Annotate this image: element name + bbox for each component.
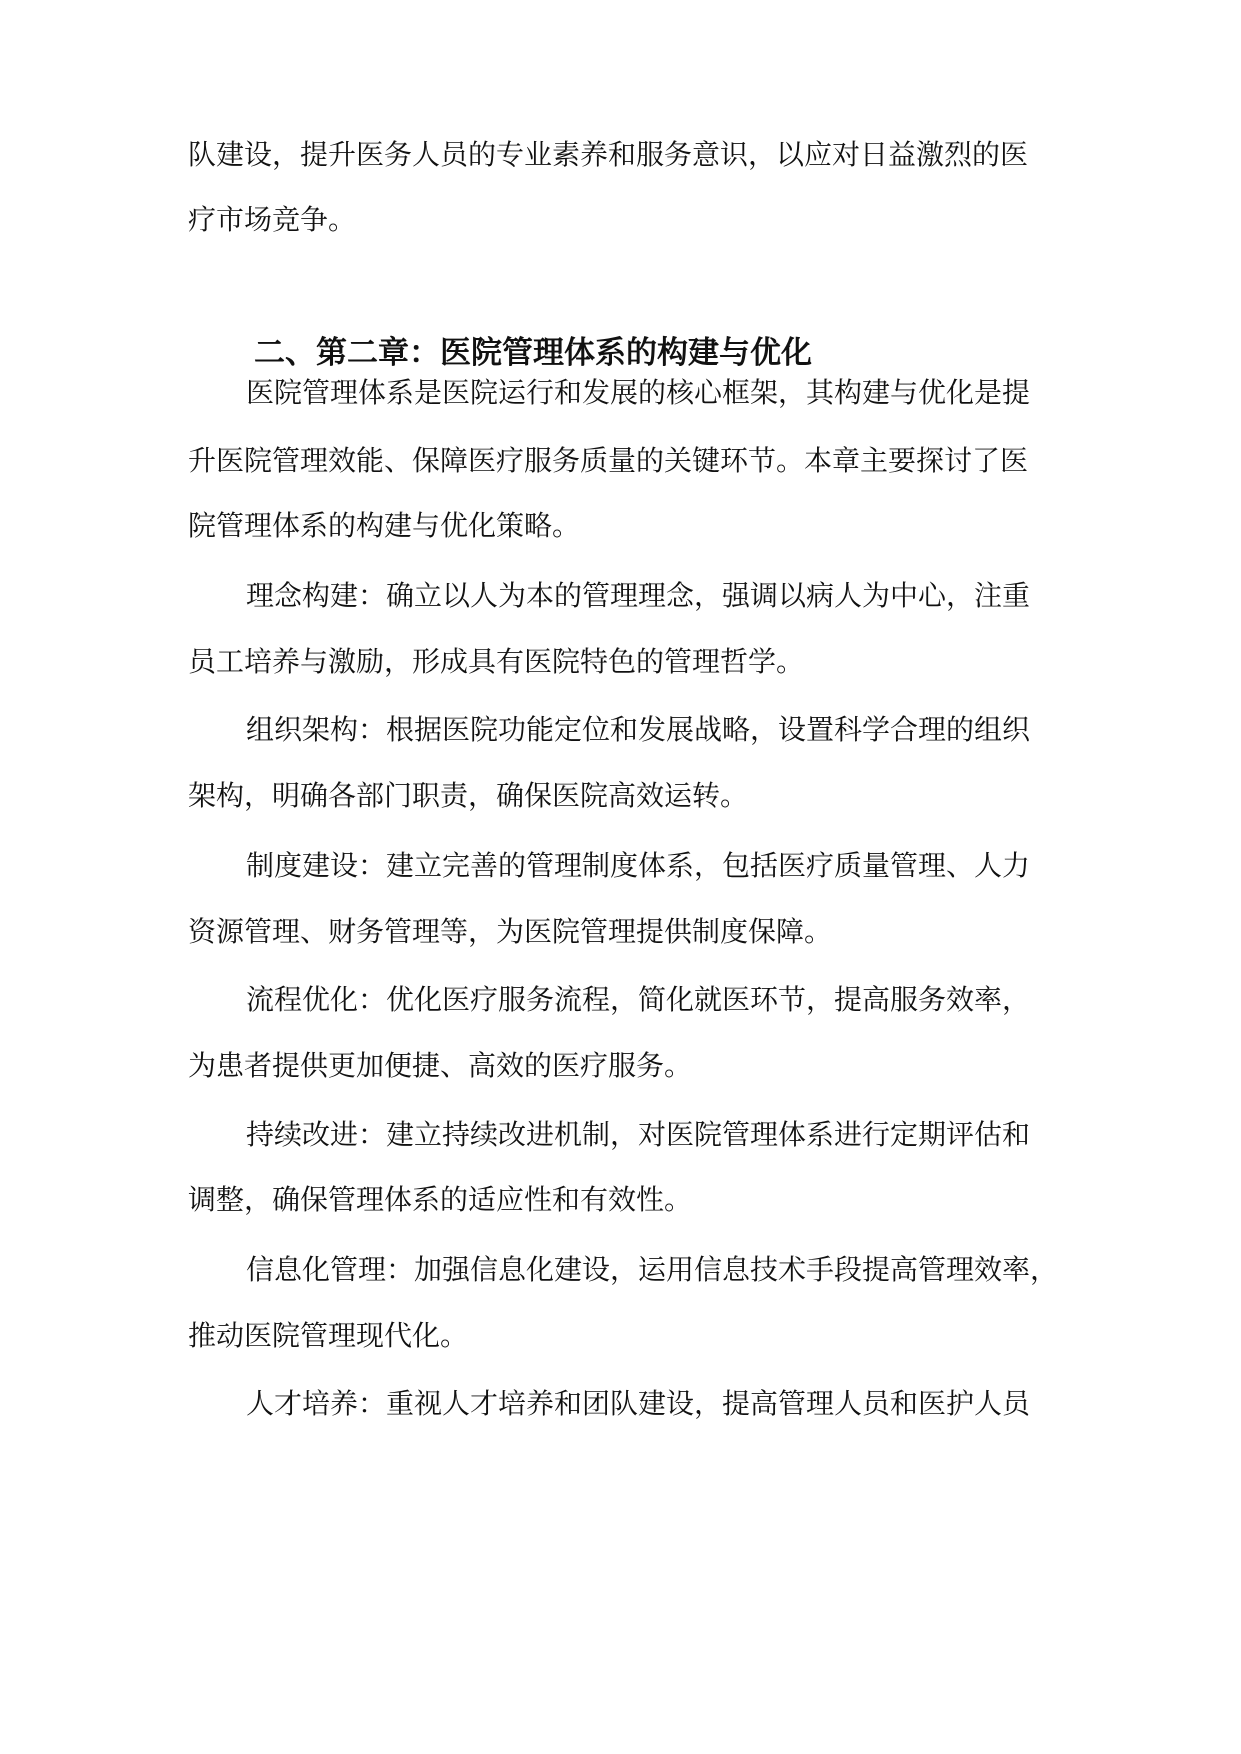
chapter-heading: 二、第二章：医院管理体系的构建与优化 xyxy=(254,335,812,371)
intro-line-1: 队建设，提升医务人员的专业素养和服务意识，以应对日益激烈的医 xyxy=(188,138,1029,171)
paragraph-4-line-2: 资源管理、财务管理等，为医院管理提供制度保障。 xyxy=(188,915,833,948)
paragraph-3-line-1: 组织架构：根据医院功能定位和发展战略，设置科学合理的组织 xyxy=(246,713,1031,746)
paragraph-1-line-3: 院管理体系的构建与优化策略。 xyxy=(188,509,581,542)
intro-line-2: 疗市场竞争。 xyxy=(188,203,357,236)
paragraph-1-line-1: 医院管理体系是医院运行和发展的核心框架，其构建与优化是提 xyxy=(246,376,1031,409)
paragraph-8-line-1: 人才培养：重视人才培养和团队建设，提高管理人员和医护人员 xyxy=(246,1387,1031,1420)
paragraph-6-line-1: 持续改进：建立持续改进机制，对医院管理体系进行定期评估和 xyxy=(246,1118,1031,1151)
paragraph-6-line-2: 调整，确保管理体系的适应性和有效性。 xyxy=(188,1183,693,1216)
paragraph-5-line-2: 为患者提供更加便捷、高效的医疗服务。 xyxy=(188,1049,693,1082)
paragraph-2-line-2: 员工培养与激励，形成具有医院特色的管理哲学。 xyxy=(188,645,805,678)
paragraph-4-line-1: 制度建设：建立完善的管理制度体系，包括医疗质量管理、人力 xyxy=(246,849,1031,882)
paragraph-5-line-1: 流程优化：优化医疗服务流程，简化就医环节，提高服务效率， xyxy=(246,983,1031,1016)
paragraph-1-line-2: 升医院管理效能、保障医疗服务质量的关键环节。本章主要探讨了医 xyxy=(188,444,1029,477)
paragraph-3-line-2: 架构，明确各部门职责，确保医院高效运转。 xyxy=(188,779,749,812)
paragraph-7-line-2: 推动医院管理现代化。 xyxy=(188,1319,469,1352)
paragraph-7-line-1: 信息化管理：加强信息化建设，运用信息技术手段提高管理效率， xyxy=(246,1253,1059,1286)
paragraph-2-line-1: 理念构建：确立以人为本的管理理念，强调以病人为中心，注重 xyxy=(246,579,1031,612)
